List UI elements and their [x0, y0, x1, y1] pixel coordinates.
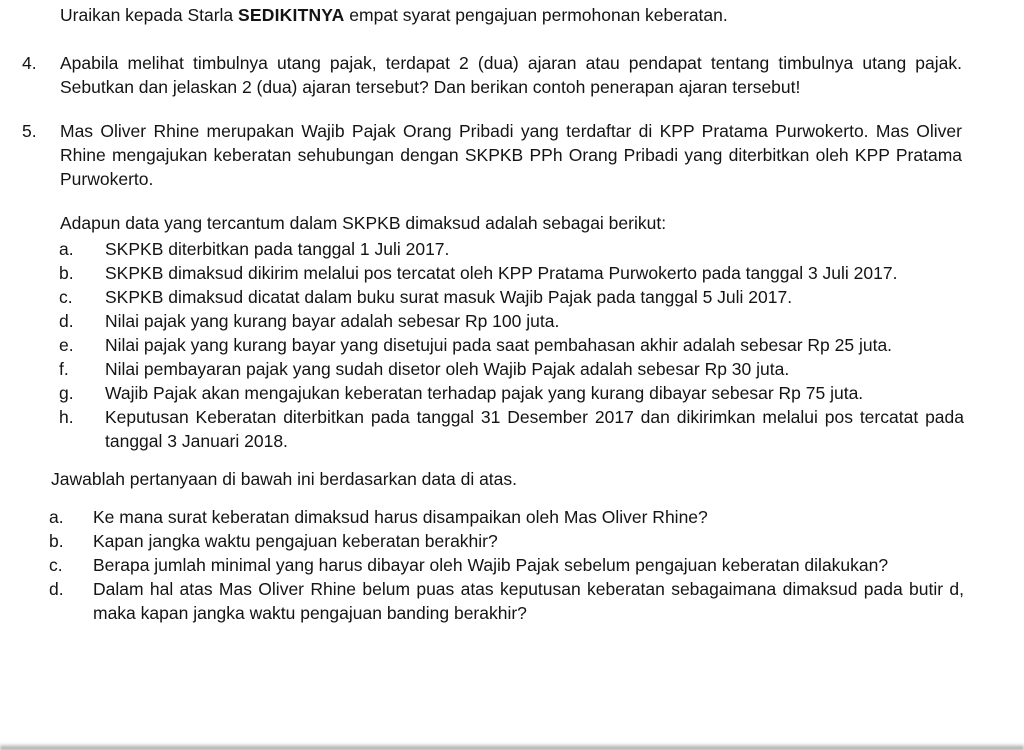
list-item — [59, 237, 964, 261]
item-text: Berapa jumlah minimal yang harus dibayar oleh Wajib Pajak sebelum pengajuan keberatan dilakukan? — [93, 555, 889, 575]
item-letter: a. — [49, 507, 64, 527]
list-item — [59, 333, 964, 357]
item-text: Nilai pajak yang kurang bayar adalah sebesar Rp 100 juta. — [105, 311, 560, 331]
list-item — [59, 405, 964, 453]
list-item — [59, 285, 964, 309]
item-text: Keputusan Keberatan diterbitkan pada tanggal 31 Desember 2017 dan dikirimkan melalui pos tercatat pada tanggal 3 Januari 2018. — [105, 407, 964, 451]
list-item — [49, 505, 964, 529]
numbered-item-4 — [22, 51, 962, 99]
item-letter: g. — [59, 383, 74, 403]
intro-text-post: empat syarat pengajuan permohonan keberatan. — [344, 5, 728, 25]
item-letter: e. — [59, 335, 74, 355]
item-letter: f. — [59, 359, 69, 379]
scan-artifact-bottom-edge — [0, 743, 1024, 750]
item-text: Nilai pajak yang kurang bayar yang disetujui pada saat pembahasan akhir adalah sebesar Rp 25 juta. — [105, 335, 893, 355]
item-letter: h. — [59, 407, 74, 427]
item-number: 5. — [22, 121, 37, 141]
list-item — [59, 357, 964, 381]
item-text: Ke mana surat keberatan dimaksud harus disampaikan oleh Mas Oliver Rhine? — [93, 507, 708, 527]
item-text: Dalam hal atas Mas Oliver Rhine belum puas atas keputusan keberatan sebagaimana dimaksud pada butir d, maka kapan jangka waktu pengajuan banding berakhir? — [93, 579, 964, 623]
list-item — [59, 261, 964, 285]
item-text: SKPKB diterbitkan pada tanggal 1 Juli 2017. — [105, 239, 450, 259]
list-item — [59, 309, 964, 333]
item-letter: b. — [59, 263, 74, 283]
question-list — [0, 505, 1024, 625]
numbered-item-5 — [22, 119, 962, 191]
item-letter: a. — [59, 239, 74, 259]
skpkb-data-list — [0, 237, 1024, 453]
item-text: Mas Oliver Rhine merupakan Wajib Pajak Orang Pribadi yang terdaftar di KPP Pratama Purwokerto. Mas Oliver Rhine mengajukan keberatan sehubungan dengan SKPKB PPh Orang Pribadi yang diterbitkan oleh KPP Pratama Purwokerto. — [60, 121, 962, 189]
intro-text-pre: Uraikan kepada Starla — [60, 5, 239, 25]
list-item — [49, 529, 964, 553]
data-intro-paragraph: Adapun data yang tercantum dalam SKPKB dimaksud adalah sebagai berikut: — [60, 213, 667, 233]
item-text: Apabila melihat timbulnya utang pajak, terdapat 2 (dua) ajaran atau pendapat tentang timbulnya utang pajak. Sebutkan dan jelaskan 2 (dua) ajaran tersebut? Dan berikan contoh penerapan ajaran tersebut! — [60, 53, 962, 97]
item-text: SKPKB dimaksud dikirim melalui pos tercatat oleh KPP Pratama Purwokerto pada tanggal 3 Juli 2017. — [105, 263, 898, 283]
item-letter: c. — [49, 555, 63, 575]
item-text: Nilai pembayaran pajak yang sudah disetor oleh Wajib Pajak adalah sebesar Rp 30 juta. — [105, 359, 790, 379]
item-letter: c. — [59, 287, 73, 307]
intro-paragraph — [60, 3, 962, 27]
list-item — [59, 381, 964, 405]
questions-intro-paragraph: Jawablah pertanyaan di bawah ini berdasarkan data di atas. — [51, 469, 518, 489]
item-number: 4. — [22, 53, 37, 73]
item-text: Wajib Pajak akan mengajukan keberatan terhadap pajak yang kurang dibayar sebesar Rp 75 juta. — [105, 383, 864, 403]
item-letter: d. — [59, 311, 74, 331]
list-item — [49, 553, 964, 577]
item-text: Kapan jangka waktu pengajuan keberatan berakhir? — [93, 531, 498, 551]
item-text: SKPKB dimaksud dicatat dalam buku surat masuk Wajib Pajak pada tanggal 5 Juli 2017. — [105, 287, 793, 307]
list-item — [49, 577, 964, 625]
item-letter: d. — [49, 579, 64, 599]
intro-bold-word: SEDIKITNYA — [238, 5, 345, 25]
item-letter: b. — [49, 531, 64, 551]
